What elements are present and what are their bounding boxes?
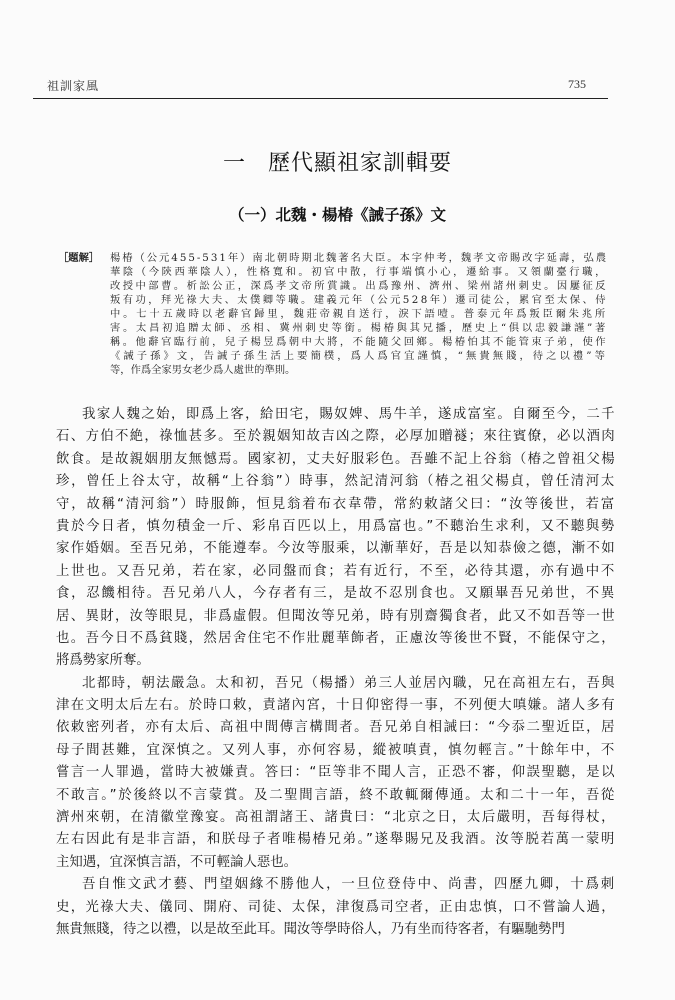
- main-text: [56, 404, 616, 941]
- annotation-line: 華陰（今陝西華陰人），性格寬和。初官中散，行事端慎小心，遷給事。又領蘭臺行職，: [110, 266, 608, 278]
- text-line: 津在文明太后左右。於時口敕，責諸內宮，十日仰密得一事，不列便大嗔嫌。諸人多有: [56, 698, 616, 714]
- chapter-title-text: 歷代顯祖家訓輯要: [268, 151, 453, 176]
- text-line: 母子間甚難，宜深慎之。又列人事，亦何容易，縱被嗔責，慎勿輕言。”十餘年中，不: [56, 742, 616, 758]
- section-title: （一）北魏・楊椿《誡子孫》文: [228, 206, 446, 224]
- annotation-line: 叛有功，拜光祿大夫、太僕卿等職。建義元年（公元528年）遷司徒公，累官至太保、侍: [110, 294, 608, 306]
- annotation-line: 等，作爲全家男女老少爲人處世的準則。: [110, 364, 296, 376]
- text-line: 主知遇，宜深慎言語，不可輕論人惡也。: [56, 854, 298, 870]
- text-line: 北都時，朝法嚴急。太和初，吾兄（楊播）弟三人並居內職，兄在高祖左右，吾與: [82, 675, 616, 691]
- annotation-line: 害。太昌初追贈太師、丞相、冀州刺史等銜。楊椿與其兄播，歷史上“俱以忠毅謙謹”著: [110, 322, 608, 334]
- chapter-number: 一: [222, 151, 246, 176]
- text-line: 也。吾今日不爲貧賤，然居舍住宅不作壯麗華飾者，正慮汝等後世不賢，不能保守之，: [56, 630, 616, 646]
- chapter-title: [0, 146, 675, 177]
- page-number: 735: [568, 77, 586, 91]
- text-line: 左右因此有是非言語，和朕母子者唯楊椿兄弟。”遂舉賜兄及我酒。汝等脱若萬一蒙明: [56, 832, 616, 848]
- text-line: 守，故稱“清河翁”）時服飾，恒見翁着布衣韋帶，常約敕諸父曰：“汝等後世，若富: [56, 496, 616, 512]
- annotation-label: ［題解］: [58, 252, 100, 264]
- running-title: 祖訓家風: [47, 79, 100, 93]
- annotation-line: 稱。他辭官臨行前，兒子楊昱爲朝中大將，不能隨父回鄉。楊椿怕其不能管束子弟，使作: [110, 336, 608, 348]
- text-line: 上世也。又吾兄弟，若在家，必同盤而食；若有近行，不至，必待其還，亦有過中不: [56, 563, 616, 579]
- annotation-line: 中。七十五歲時以老辭官歸里，魏莊帝親自送行，淚下語噎。普泰元年爲叛臣爾朱兆所: [110, 308, 608, 320]
- text-line: 無貴無賤，待之以禮，以是故至此耳。聞汝等學時俗人，乃有坐而待客者，有驅馳勢門: [56, 921, 565, 937]
- text-line: 珍，曾任上谷太守，故稱“上谷翁”）時事，然記清河翁（椿之祖父楊貞，曾任清河太: [56, 474, 616, 490]
- annotation-block: [58, 251, 610, 377]
- text-line: 貴於今日者，慎勿積金一斤、彩帛百匹以上，用爲富也。”不聽治生求利，又不聽與勢: [56, 518, 616, 534]
- text-line: 嘗言一人罪過，當時大被嫌責。答曰：“臣等非不聞人言，正恐不審，仰誤聖聽，是以: [56, 765, 616, 781]
- text-line: 濟州來朝，在清徽堂豫宴。高祖謂諸王、諸貴曰：“北京之日，太后嚴明，吾每得杖，: [56, 810, 616, 826]
- annotation-line: 《誡子孫》文，告誡子孫生活上要簡樸，爲人爲官宜謹慎，“無貴無賤，待之以禮”等: [110, 350, 608, 362]
- text-line: 史，光祿大夫、儀同、開府、司徒、太保，津復爲司空者，正由忠慎，口不嘗論人過，: [56, 899, 616, 915]
- text-line: 依敕密列者，亦有太后、高祖中間傳言構間者。吾兄弟自相誡曰：“今忝二聖近臣，居: [56, 720, 616, 736]
- text-line: 食，忍饑相待。吾兄弟八人，今存者有三，是故不忍別食也。又願畢吾兄弟世，不異: [56, 586, 616, 602]
- text-line: 飲食。是故親姻朋友無憾焉。國家初，丈夫好服彩色。吾雖不記上谷翁（椿之曾祖父楊: [56, 451, 616, 467]
- annotation-body: [110, 251, 610, 377]
- annotation-line: 改授中部曹。析訟公正，深爲孝文帝所賞識。出爲豫州、濟州、梁州諸州刺史。因屢征反: [110, 280, 608, 292]
- text-line: 不敢言。”於後終以不言蒙賞。及二聖間言語，終不敢輒爾傳通。太和二十一年，吾從: [56, 787, 616, 803]
- text-line: 家作婚姻。至吾兄弟，不能遵奉。今汝等服乘，以漸華好，吾是以知恭儉之德，漸不如: [56, 541, 616, 557]
- text-line: 居、異財，汝等眼見，非爲虛假。但聞汝等兄弟，時有別齋獨食者，此又不如吾等一世: [56, 608, 616, 624]
- text-line: 石、方伯不絶，祿恤甚多。至於親姻知故吉凶之際，必厚加贈襚；來往賓僚，必以酒肉: [56, 429, 616, 445]
- running-header: [33, 72, 608, 99]
- annotation-line: 楊椿（公元455-531年）南北朝時期北魏著名大臣。本字仲考，魏孝文帝賜改字延壽，弘農: [110, 252, 608, 264]
- text-line: 吾自惟文武才藝、門望姻緣不勝他人，一旦位登侍中、尚書，四歷九卿，十爲刺: [82, 877, 616, 893]
- text-line: 將爲勢家所奪。: [56, 653, 150, 669]
- text-line: 我家人魏之始，即爲上客，給田宅，賜奴婢、馬牛羊，遂成富室。自爾至今，二千: [82, 407, 616, 422]
